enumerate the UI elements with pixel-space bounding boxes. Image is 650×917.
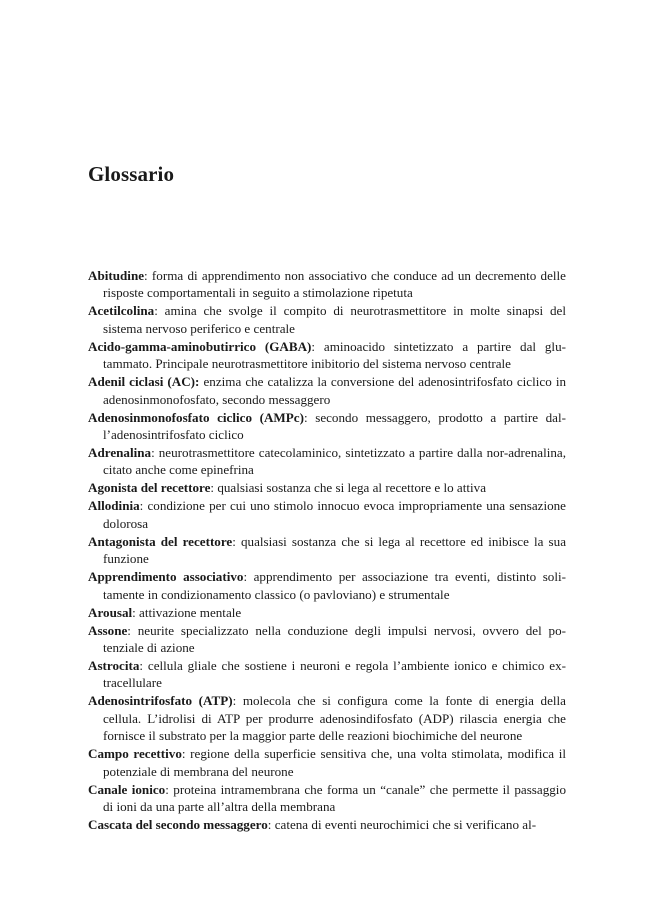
glossary-definition: : neurotrasmettitore catecolaminico, sintetizzato a partire dalla nor-adrenalina, citato anche come epinefrina	[103, 445, 566, 478]
glossary-definition: : amina che svolge il compito di neurotrasmettitore in molte sinapsi del sistema nervoso periferico e centrale	[103, 303, 566, 336]
glossary-entry	[88, 657, 566, 692]
glossary-entry	[88, 604, 566, 621]
page-title: Glossario	[88, 162, 175, 186]
glossary-entry	[88, 781, 566, 816]
glossary-term: Antagonista del recettore	[88, 533, 233, 549]
glossary-term: Adenosintrifosfato (ATP)	[88, 693, 233, 709]
glossary-entry	[88, 479, 566, 496]
glossary-definition: enzima che catalizza la conversione del adenosintrifosfato ciclico in adenosinmonofosfato, secondo messaggero	[103, 374, 566, 407]
glossary-definition: : catena di eventi neurochimici che si verificano al-	[267, 817, 537, 833]
glossary-definition: : qualsiasi sostanza che si lega al recettore e lo attiva	[210, 480, 487, 496]
glossary-entry	[88, 444, 566, 479]
glossary-term: Canale ionico	[88, 781, 166, 797]
glossary-term: Agonista del recettore	[88, 480, 211, 496]
glossary-entry	[88, 692, 566, 744]
glossary-term: Cascata del secondo messaggero	[88, 817, 268, 833]
glossary-definition: : attivazione mentale	[132, 604, 242, 620]
glossary-definition: : condizione per cui uno stimolo innocuo evoca impropriamente una sensazione dolorosa	[103, 498, 566, 531]
glossary-entry	[88, 816, 566, 833]
glossary-definition: : qualsiasi sostanza che si lega al recettore ed inibisce la sua funzione	[103, 533, 567, 567]
glossary-entry	[88, 568, 566, 603]
glossary-entry	[88, 409, 566, 444]
glossary-entry	[88, 533, 566, 568]
glossary-definition: : forma di apprendimento non associativo che conduce ad un decremento delle risposte comportamentali in seguito a stimolazione ripetuta	[103, 268, 566, 301]
glossary-definition: : secondo messaggero, prodotto a partire dall’adenosintrifosfato ciclico	[103, 409, 566, 443]
glossary-definition: : aminoacido sintetizzato a partire dal glutammato. Principale neurotrasmettitore inibitorio del sistema nervoso centrale	[103, 338, 566, 372]
glossary-term: Apprendimento associativo	[88, 569, 244, 585]
glossary-entry	[88, 338, 566, 373]
glossary-entry	[88, 373, 566, 408]
glossary-term: Adenil ciclasi (AC):	[88, 374, 200, 390]
glossary-definition: : proteina intramembrana che forma un “canale” che permette il passaggio di ioni da una parte all’altra della membrana	[103, 781, 566, 815]
glossary-term: Abitudine	[88, 268, 145, 283]
glossary-entry	[88, 622, 566, 657]
glossary-definition: : neurite specializzato nella conduzione degli impulsi nervosi, ovvero del potenziale di azione	[103, 622, 566, 656]
glossary-term: Allodinia	[88, 498, 140, 514]
glossary-definition: : molecola che si configura come la fonte di energia della cellula. L’idrolisi di ATP per produrre adenosindifosfato (ADP) rilascia energia che fornisce il substrato per la maggior parte delle reazioni biochimiche del neurone	[103, 693, 566, 744]
glossary-term: Adenosinmonofosfato ciclico (AMPc)	[88, 409, 304, 425]
glossary-entry	[88, 497, 566, 532]
glossary-term: Adrenalina	[88, 445, 152, 461]
glossary-entry	[88, 302, 566, 337]
glossary-list	[88, 267, 566, 834]
glossary-definition: : cellula gliale che sostiene i neuroni e regola l’ambiente ionico e chimico extracellulare	[103, 658, 566, 691]
glossary-definition: : regione della superficie sensitiva che, una volta stimolata, modifica il potenziale di membrana del neurone	[103, 746, 566, 779]
glossary-term: Assone	[88, 622, 128, 638]
glossary-term: Acido-gamma-aminobutirrico (GABA)	[88, 338, 312, 354]
glossary-entry	[88, 745, 566, 780]
glossary-term: Campo recettivo	[88, 746, 182, 762]
glossary-term: Astrocita	[88, 658, 140, 674]
glossary-definition: : apprendimento per associazione tra eventi, distinto solitamente in condizionamento classico (o pavloviano) e strumentale	[103, 569, 566, 602]
glossary-term: Acetilcolina	[88, 303, 155, 319]
glossary-entry	[88, 267, 566, 302]
glossary-term: Arousal	[88, 604, 133, 620]
